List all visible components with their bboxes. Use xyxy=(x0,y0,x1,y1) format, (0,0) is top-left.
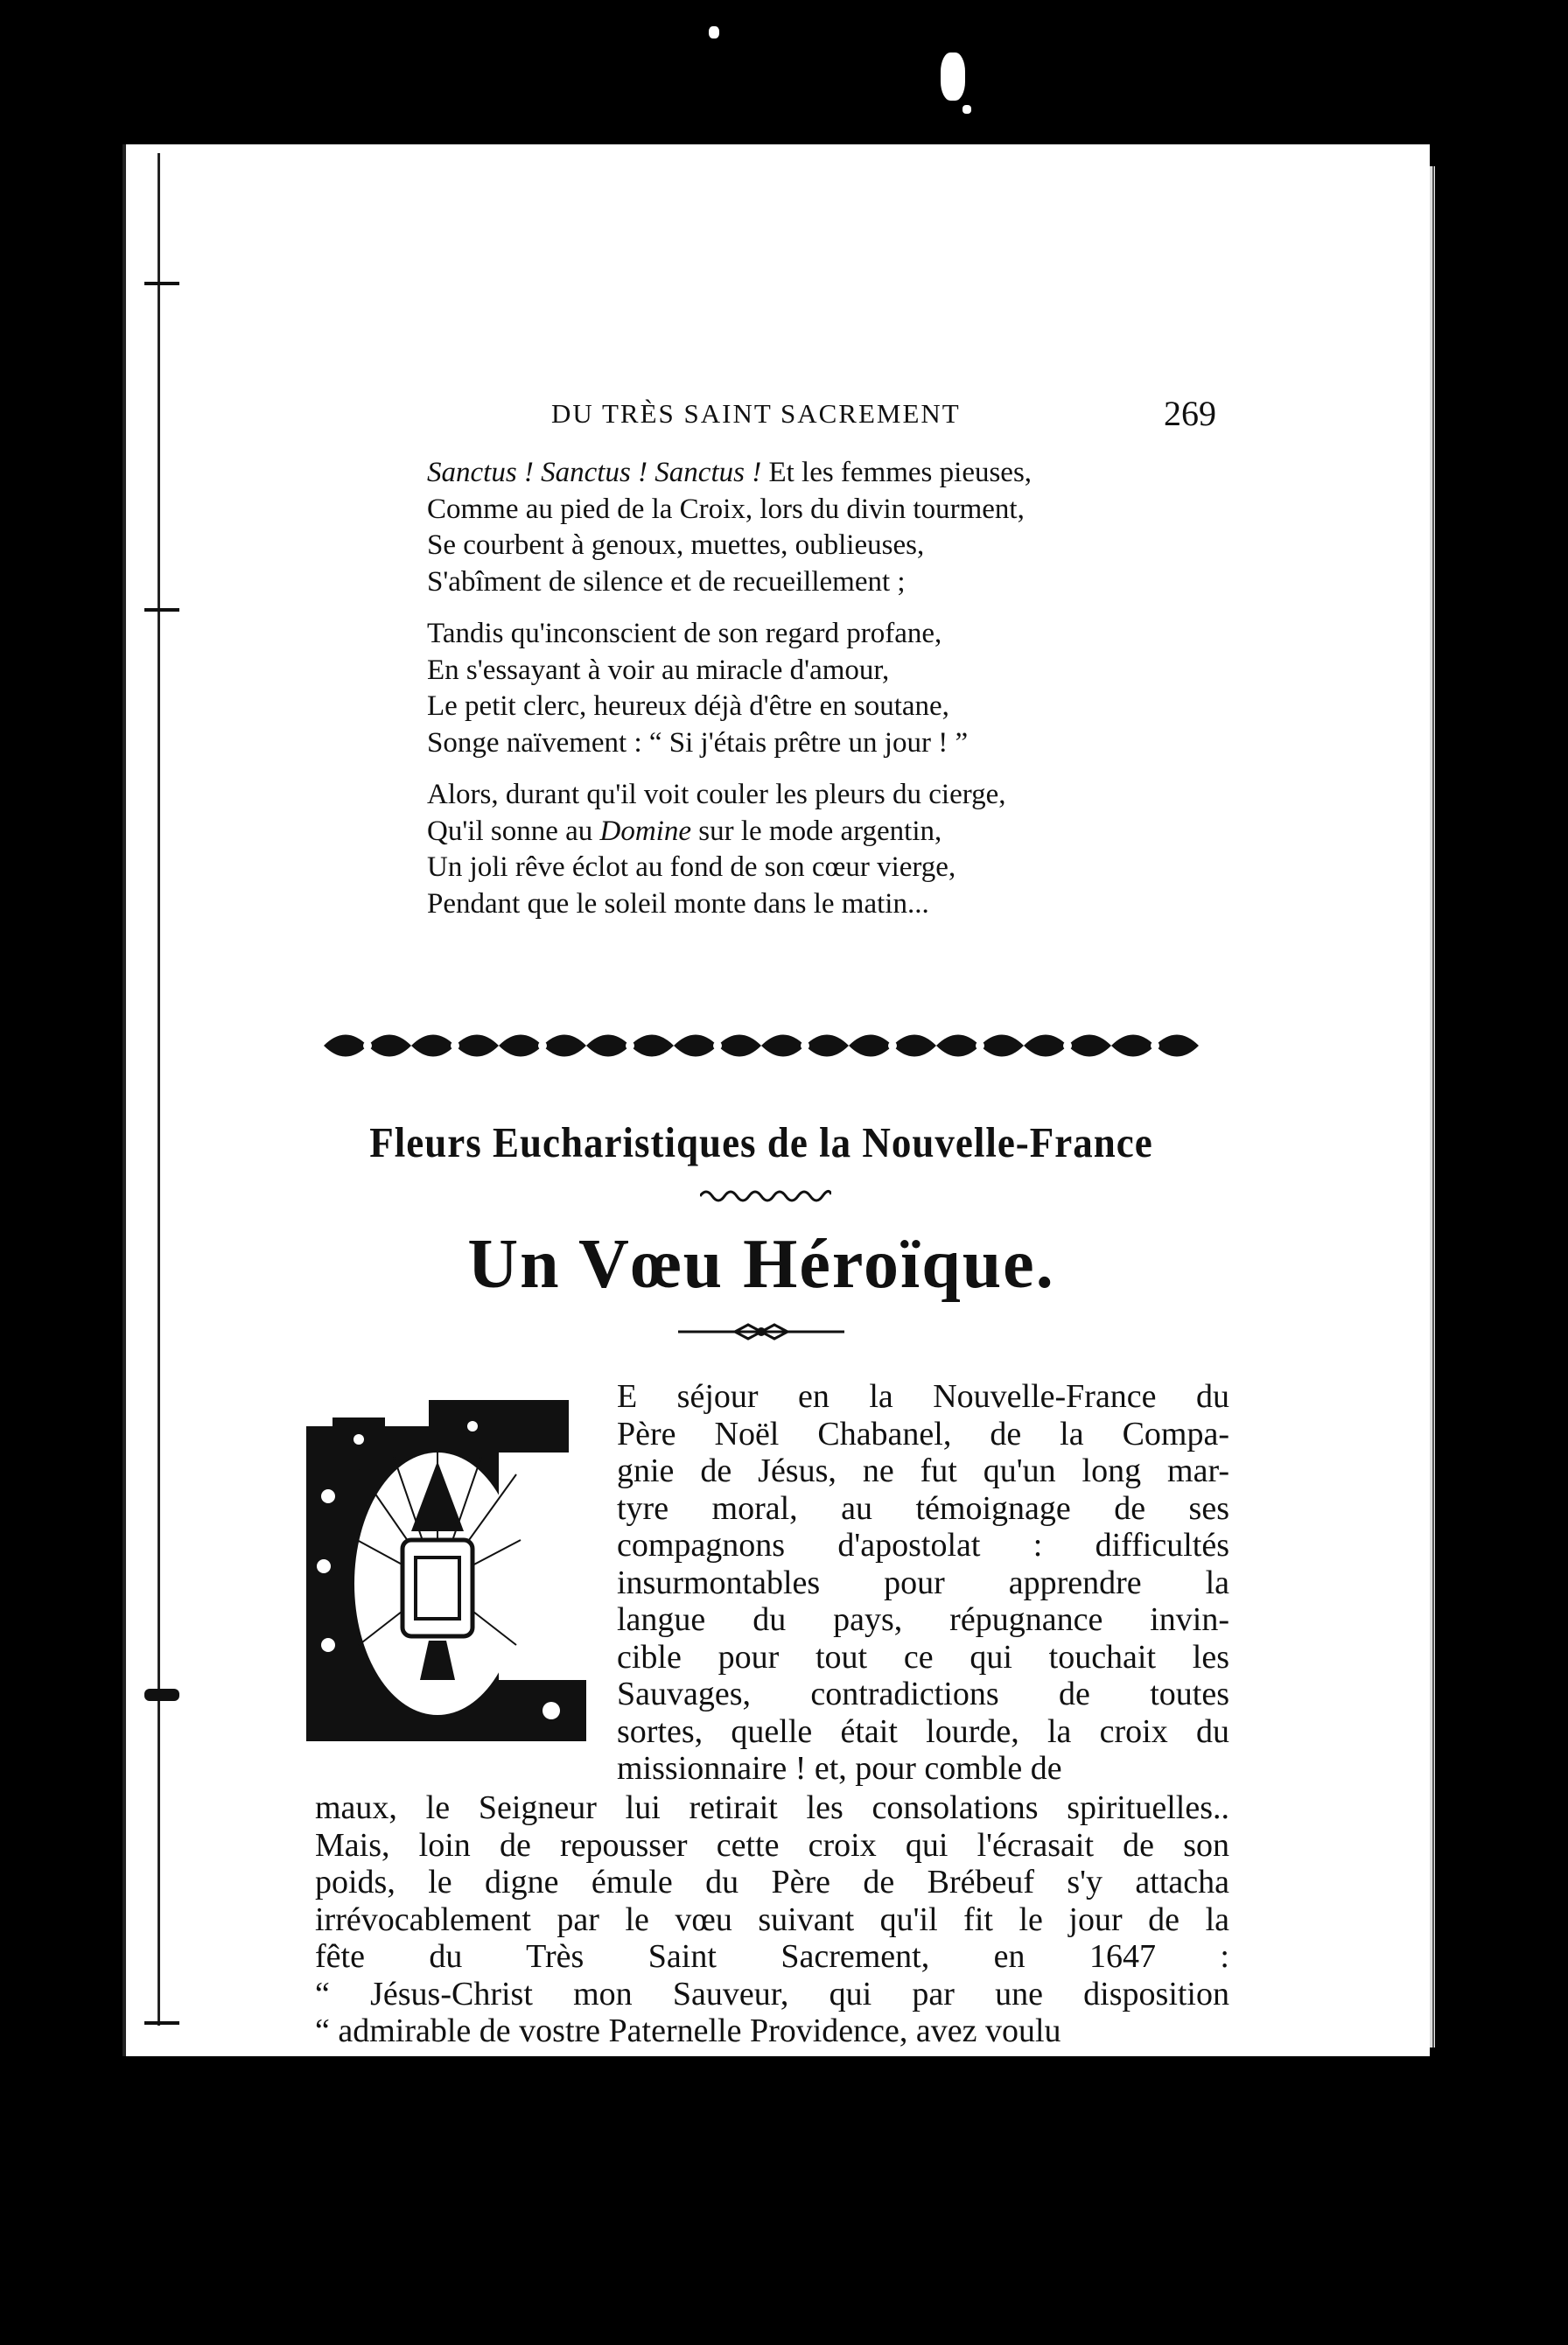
illuminated-initial-monstrance-icon xyxy=(298,1391,599,1759)
leaf-garland-divider xyxy=(315,1019,1208,1072)
poem-line: Se courbent à genoux, muettes, oublieuses, xyxy=(427,529,925,561)
poem-line: Le petit clerc, heureux déjà d'être en soutane, xyxy=(427,690,949,722)
leaf-motif-dot xyxy=(1151,1041,1159,1050)
body-line: Sauvages, contradictions de toutes xyxy=(617,1676,1229,1712)
poem-line: En s'essayant à voir au miracle d'amour, xyxy=(427,654,890,686)
page-header xyxy=(551,394,1216,442)
binding-stitch xyxy=(144,282,179,285)
body-line: langue du pays, répugnance invin- xyxy=(617,1601,1229,1638)
poem-stanza xyxy=(427,616,1250,761)
body-line: Mais, loin de repousser cette croix qui l'écrasait de son xyxy=(315,1826,1229,1864)
poem-line: Alors, durant qu'il voit couler les pleurs du cierge, xyxy=(427,779,1006,810)
binding-line xyxy=(158,153,160,2026)
body-line: fête du Très Saint Sacrement, en 1647 : xyxy=(315,1938,1229,1975)
poem xyxy=(427,455,1250,938)
main-title: Un Vœu Héroïque. xyxy=(467,1226,1055,1303)
body-line: sortes, quelle était lourde, la croix du xyxy=(617,1712,1229,1750)
body-line: “ admirable de vostre Paternelle Providence, avez voulu xyxy=(315,2012,1061,2049)
binding-stitch xyxy=(144,608,179,612)
binding-stitch xyxy=(144,1689,179,1701)
body-line: maux, le Seigneur lui retirait les consolations spirituelles.. xyxy=(315,1789,1229,1826)
leaf-motif-dot xyxy=(976,1041,984,1050)
leaf-motif-dot xyxy=(363,1041,372,1050)
leaf-motif-dot xyxy=(801,1041,809,1050)
dust-speck xyxy=(709,26,719,38)
body-line: poids, le digne émule du Père de Brébeuf s'y attacha xyxy=(315,1864,1229,1900)
poem-line: S'abîment de silence et de recueillement ; xyxy=(427,565,906,598)
leaf-motif-dot xyxy=(1063,1041,1072,1050)
body-text-full-width xyxy=(315,1789,1229,2050)
body-line: insurmontables pour apprendre la xyxy=(617,1564,1229,1601)
body-line: cible pour tout ce qui touchait les xyxy=(617,1638,1229,1676)
body-line: compagnons d'apostolat : difficultés xyxy=(617,1527,1229,1564)
body-line: tyre moral, au témoignage de ses xyxy=(617,1489,1229,1527)
poem-line: Qu'il sonne au Domine sur le mode argentin, xyxy=(427,815,942,847)
poem-stanza xyxy=(427,455,1250,600)
leaf-motif-dot xyxy=(626,1041,634,1050)
poem-line: Sanctus ! Sanctus ! Sanctus ! Et les femmes pieuses, xyxy=(427,457,1032,488)
poem-line: Comme au pied de la Croix, lors du divin tourment, xyxy=(427,493,1025,525)
body-line: irrévocablement par le vœu suivant qu'il fit le jour de la xyxy=(315,1900,1229,1938)
body-line: gnie de Jésus, ne fut qu'un long mar- xyxy=(617,1452,1229,1489)
arrow-ornament xyxy=(674,1321,849,1342)
body-text-right-column xyxy=(617,1378,1229,1788)
body-line: missionnaire ! et, pour comble de xyxy=(617,1750,1062,1787)
poem-line: Un joli rêve éclot au fond de son cœur vierge, xyxy=(427,851,956,883)
page-number: 269 xyxy=(1164,394,1216,433)
body-line: “ Jésus-Christ mon Sauveur, qui par une disposition xyxy=(315,1975,1229,2012)
poem-stanza xyxy=(427,777,1250,922)
dust-speck xyxy=(941,52,965,101)
leaf-motif-dot xyxy=(538,1041,547,1050)
squiggle-ornament xyxy=(700,1186,831,1203)
running-head: DU TRÈS SAINT SACREMENT xyxy=(551,398,961,429)
dust-speck xyxy=(962,105,971,114)
body-line: E séjour en la Nouvelle-France du xyxy=(617,1378,1229,1415)
leaf-motif-dot xyxy=(451,1041,459,1050)
leaf-motif-dot xyxy=(888,1041,897,1050)
poem-line: Pendant que le soleil monte dans le matin... xyxy=(427,887,929,920)
body-line: Père Noël Chabanel, de la Compa- xyxy=(617,1415,1229,1452)
leaf-motif-dot xyxy=(713,1041,722,1050)
poem-line: Songe naïvement : “ Si j'étais prêtre un jour ! ” xyxy=(427,726,969,759)
poem-line: Tandis qu'inconscient de son regard profane, xyxy=(427,618,942,649)
section-title: Fleurs Eucharistiques de la Nouvelle-France xyxy=(369,1119,1153,1166)
binding-stitch xyxy=(144,2021,179,2025)
